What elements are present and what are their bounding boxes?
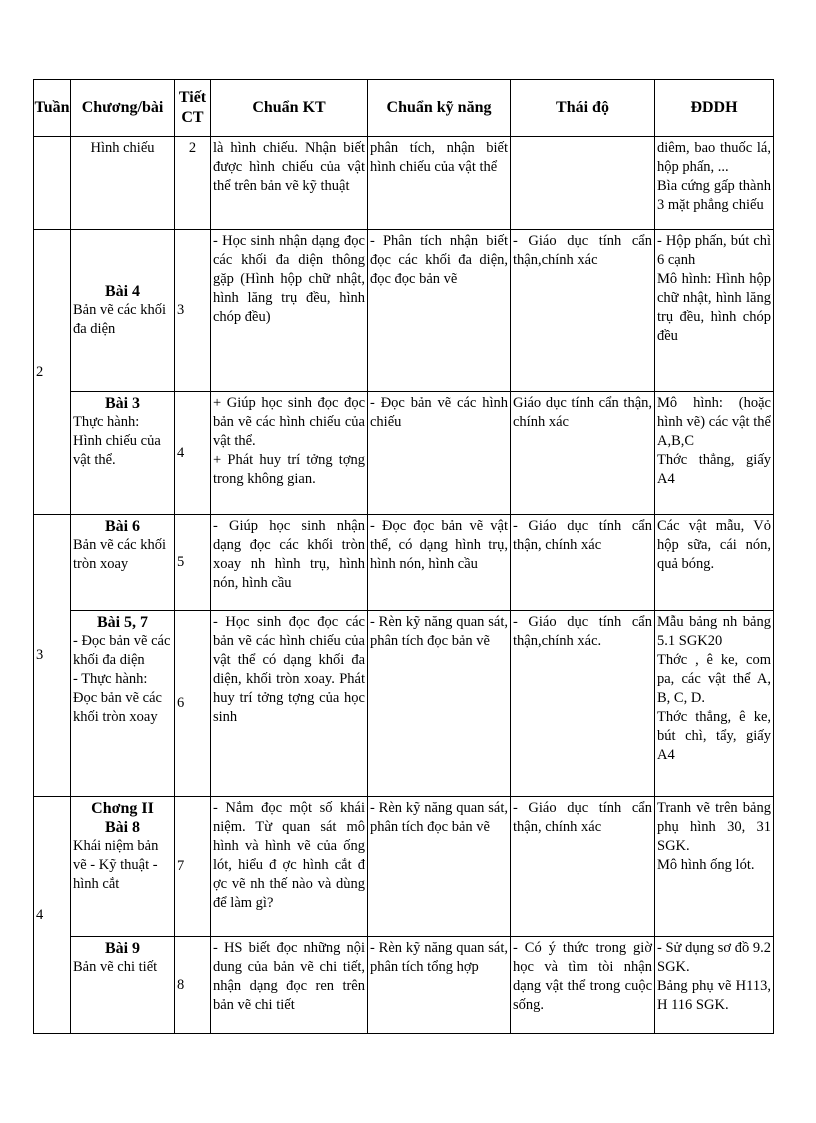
week-cell: 3 — [34, 515, 71, 797]
knowledge-cell: - Học sinh nhận dạng đọc các khối đa diện thông gặp (Hình hộp chữ nhật, hình lăng trụ đều, hình chóp đều) — [211, 230, 368, 392]
knowledge-cell: - HS biết đọc những nội dung của bản vẽ chi tiết, nhận dạng đọc ren trên bản vẽ chi tiết — [211, 937, 368, 1034]
lesson-cell — [71, 392, 175, 515]
period-cell: 6 — [175, 611, 211, 797]
table-row — [34, 937, 774, 1034]
lesson-code: Bài 9 — [104, 940, 141, 957]
attitude-cell: - Giáo dục tính cẩn thận, chính xác — [511, 515, 655, 611]
header-skill-standard: Chuẩn kỹ năng — [368, 80, 511, 137]
lesson-cell — [71, 230, 175, 392]
knowledge-cell: là hình chiếu. Nhận biết được hình chiếu của vật thể trên bản vẽ kỹ thuật — [211, 137, 368, 230]
attitude-cell: Giáo dục tính cẩn thận, chính xác — [511, 392, 655, 515]
skill-cell: - Rèn kỹ năng quan sát, phân tích đọc bản vẽ — [368, 611, 511, 797]
attitude-cell — [511, 137, 655, 230]
aids-cell: - Hộp phấn, bút chì 6 cạnh Mô hình: Hình hộp chữ nhật, hình lăng trụ đều, hình chóp đều — [655, 230, 774, 392]
header-chapter-lesson: Chương/bài — [71, 80, 175, 137]
period-cell: 5 — [175, 515, 211, 611]
header-period: Tiết CT — [175, 80, 211, 137]
attitude-cell: - Giáo dục tính cẩn thận,chính xác — [511, 230, 655, 392]
lesson-cell — [71, 797, 175, 937]
lesson-title: Hình chiếu — [90, 140, 155, 156]
week-cell: 4 — [34, 797, 71, 1034]
lesson-code: Bài 6 — [104, 518, 141, 535]
header-attitude: Thái độ — [511, 80, 655, 137]
table-row — [34, 392, 774, 515]
attitude-cell: - Có ý thức trong giờ học và tìm tòi nhận dạng vật thể trong cuộc sống. — [511, 937, 655, 1034]
lesson-code: Bài 3 — [104, 395, 141, 412]
attitude-cell: - Giáo dục tính cẩn thận,chính xác. — [511, 611, 655, 797]
skill-cell: - Đọc bản vẽ các hình chiếu — [368, 392, 511, 515]
period-cell: 3 — [175, 230, 211, 392]
period-cell: 4 — [175, 392, 211, 515]
lesson-title: Bản vẽ các khối đa diện — [73, 302, 167, 337]
table-row — [34, 230, 774, 392]
knowledge-cell: - Học sinh đọc đọc các bản vẽ các hình chiếu của vật thể có dạng khối đa diện, khối tròn xoay. Phát huy trí tởng tợng của học sinh — [211, 611, 368, 797]
aids-cell: - Sử dụng sơ đồ 9.2 SGK. Bảng phụ vẽ H113, H 116 SGK. — [655, 937, 774, 1034]
week-cell — [34, 137, 71, 230]
lesson-title: Thực hành: Hình chiếu của vật thể. — [73, 414, 161, 468]
aids-cell: diêm, bao thuốc lá, hộp phấn, ... Bìa cứng gấp thành 3 mặt phẳng chiếu — [655, 137, 774, 230]
lesson-title: - Đọc bản vẽ các khối đa diện - Thực hành: Đọc bản vẽ các khối tròn xoay — [73, 633, 171, 725]
lesson-title: Bản vẽ chi tiết — [73, 959, 158, 975]
lesson-cell — [71, 611, 175, 797]
skill-cell: phân tích, nhận biết hình chiếu của vật thể — [368, 137, 511, 230]
knowledge-cell: + Giúp học sinh đọc đọc bản vẽ các hình chiếu của vật thể. + Phát huy trí tởng tợng trong không gian. — [211, 392, 368, 515]
period-cell: 8 — [175, 937, 211, 1034]
period-cell: 7 — [175, 797, 211, 937]
table-row — [34, 515, 774, 611]
lesson-code: Bài 5, 7 — [96, 614, 149, 631]
aids-cell: Mô hình: (hoặc hình vẽ) các vật thể A,B,C Thớc thẳng, giấy A4 — [655, 392, 774, 515]
header-teaching-aids: ĐDDH — [655, 80, 774, 137]
week-cell: 2 — [34, 230, 71, 515]
aids-cell: Tranh vẽ trên bảng phụ hình 30, 31 SGK. Mô hình ống lót. — [655, 797, 774, 937]
aids-cell: Mẫu bảng nh bảng 5.1 SGK20 Thớc , ê ke, com pa, các vật thể A, B, C, D. Thớc thẳng, ê ke, bút chì, tẩy, giấy A4 — [655, 611, 774, 797]
lesson-title: Khái niệm bản vẽ - Kỹ thuật - hình cắt — [73, 838, 159, 892]
header-knowledge-standard: Chuẩn KT — [211, 80, 368, 137]
lesson-code: Bài 8 — [104, 819, 141, 836]
lesson-cell — [71, 515, 175, 611]
table-row — [34, 611, 774, 797]
lesson-plan-table — [33, 79, 774, 1034]
header-row — [34, 80, 774, 137]
chapter-title: Chơng II — [91, 800, 154, 817]
lesson-cell — [71, 937, 175, 1034]
table-row — [34, 137, 774, 230]
aids-cell: Các vật mẫu, Vỏ hộp sữa, cái nón, quả bóng. — [655, 515, 774, 611]
knowledge-cell: - Nắm đọc một số khái niệm. Từ quan sát mô hình và hình vẽ của ống lót, hiểu đ ợc hình cắt đ ợc vẽ nh thế nào và dùng để làm gì? — [211, 797, 368, 937]
lesson-cell — [71, 137, 175, 230]
skill-cell: - Đọc đọc bản vẽ vật thể, có dạng hình trụ, hình nón, hình cầu — [368, 515, 511, 611]
skill-cell: - Rèn kỹ năng quan sát, phân tích tổng hợp — [368, 937, 511, 1034]
skill-cell: - Phân tích nhận biết đọc các khối đa diện, đọc đọc bản vẽ — [368, 230, 511, 392]
lesson-code: Bài 4 — [104, 283, 141, 300]
period-cell: 2 — [175, 137, 211, 230]
header-week: Tuần — [34, 80, 71, 137]
table-row — [34, 797, 774, 937]
skill-cell: - Rèn kỹ năng quan sát, phân tích đọc bản vẽ — [368, 797, 511, 937]
knowledge-cell: - Giúp học sinh nhận dạng đọc các khối tròn xoay nh hình trụ, hình nón, hình cầu — [211, 515, 368, 611]
lesson-title: Bản vẽ các khối tròn xoay — [73, 537, 167, 572]
attitude-cell: - Giáo dục tính cẩn thận, chính xác — [511, 797, 655, 937]
